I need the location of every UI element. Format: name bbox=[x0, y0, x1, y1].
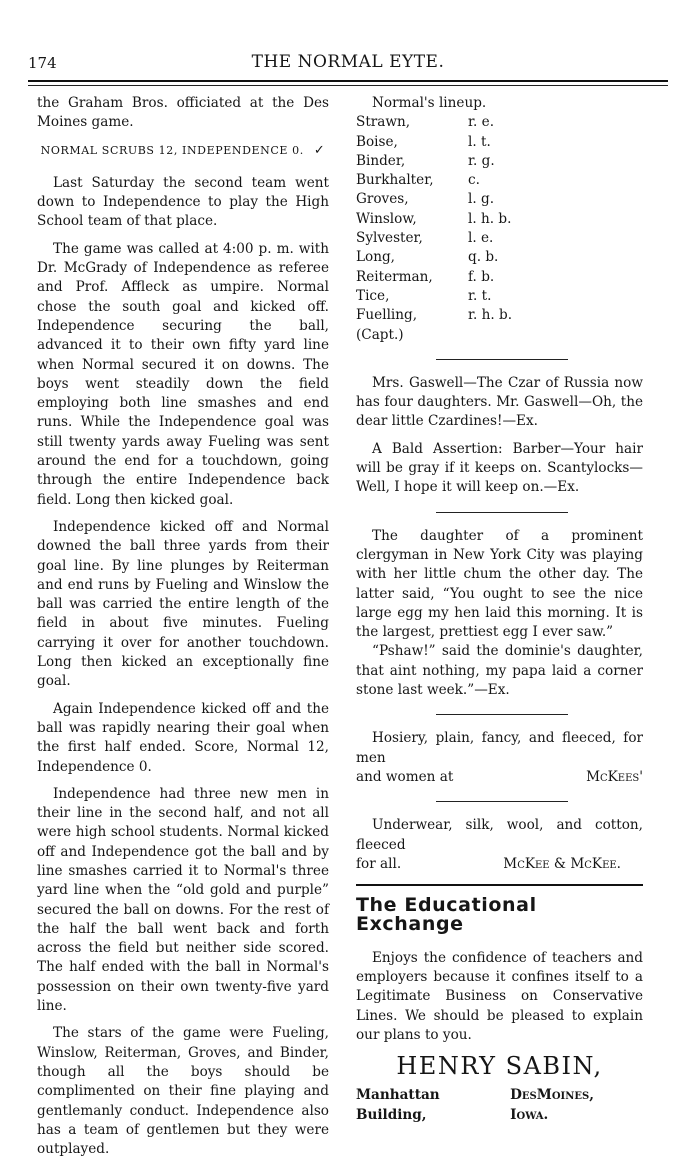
page-header bbox=[28, 52, 668, 72]
article-subhead bbox=[37, 141, 329, 160]
exchange-title: The Educational Exchange bbox=[356, 894, 537, 936]
section-divider bbox=[436, 512, 568, 513]
ad-signature: McKee & McKee. bbox=[503, 855, 621, 872]
article-paragraph: Again Independence kicked off and the ball was rapidly nearing their goal when the first half ended. Score, Normal 12, Independence 0. bbox=[37, 700, 329, 775]
lineup-player: Boise, bbox=[356, 133, 398, 150]
lineup-player: Sylvester, bbox=[356, 230, 423, 247]
lineup-player: Strawn, bbox=[356, 114, 411, 131]
check-mark-icon: ✓ bbox=[313, 142, 326, 158]
lineup-player: Binder, bbox=[356, 152, 406, 169]
article-paragraph: The stars of the game were Fueling, Winslow, Reiterman, Groves, and Binder, though all the boys should be complimented on their fine playing and gentlemanly conduct. Independence also has a team of gentlemen but they were outplayed. bbox=[37, 1025, 329, 1158]
address-city: DesMoines, Iowa. bbox=[510, 1087, 594, 1123]
header-rule-thick bbox=[28, 80, 668, 82]
lineup-position: r. e. bbox=[468, 114, 495, 131]
story-paragraph: The daughter of a prominent clergyman in New York City was playing with her little chum the other day. The latter said, “You ought to see the nice large egg my hen laid this morning. It is the largest, prettiest egg I ever saw.” bbox=[356, 527, 643, 641]
lineup-player: Groves, bbox=[356, 191, 409, 208]
ad-text: and women at bbox=[356, 768, 454, 785]
lineup-position: l. t. bbox=[468, 133, 491, 150]
advertiser-address bbox=[356, 1086, 643, 1125]
ad-text: for all. bbox=[356, 855, 402, 872]
ad-hosiery-lead: Hosiery, plain, fancy, and fleeced, for men bbox=[356, 730, 643, 766]
left-column bbox=[37, 94, 329, 1167]
address-building: Manhattan Building, bbox=[356, 1087, 440, 1123]
lineup-position: c. bbox=[468, 172, 480, 189]
lineup-position: l. e. bbox=[468, 230, 494, 247]
lineup-position: r. h. b. bbox=[468, 307, 513, 324]
lineup-player: Tice, bbox=[356, 287, 390, 304]
advertiser-name: HENRY SABIN, bbox=[396, 1052, 603, 1081]
ad-underwear-tail bbox=[356, 855, 643, 874]
running-title: THE NORMAL EYTE. bbox=[251, 52, 445, 72]
lineup-player: Reiterman, bbox=[356, 268, 433, 285]
story-paragraph: “Pshaw!” said the dominie's daughter, that aint nothing, my papa laid a corner stone last week.”—Ex. bbox=[356, 643, 643, 699]
section-divider bbox=[436, 801, 568, 802]
joke-paragraph: Mrs. Gaswell—The Czar of Russia now has four daughters. Mr. Gaswell—Oh, the dear little Czardines!—Ex. bbox=[356, 374, 643, 430]
ad-underwear-lead: Underwear, silk, wool, and cotton, fleeced bbox=[356, 817, 643, 853]
lineup-position: r. g. bbox=[468, 152, 495, 169]
lineup-player: Long, bbox=[356, 249, 395, 266]
ad-section-rule bbox=[356, 884, 643, 886]
article-paragraph: Independence kicked off and Normal downed the ball three yards from their goal line. By line plunges by Reiterman and end runs by Fueling and Winslow the ball was carried the entire length of the field in about five minutes. Fueling carrying it over for another touchdown. Long then kicked an exceptionally fine goal. bbox=[37, 518, 329, 690]
lineup-position: r. t. bbox=[468, 287, 492, 304]
exchange-body: Enjoys the confidence of teachers and employers because it confines itself to a Legitimate Business on Conservative Lines. We should be pleased to explain our plans to you. bbox=[356, 949, 643, 1043]
continuation-text: the Graham Bros. officiated at the Des Moines game. bbox=[37, 95, 329, 131]
right-column bbox=[356, 94, 643, 1125]
page-number: 174 bbox=[28, 54, 57, 72]
section-divider bbox=[436, 359, 568, 360]
lineup-list bbox=[356, 113, 643, 345]
header-rule-thin bbox=[28, 85, 668, 86]
article-paragraph: The game was called at 4:00 p. m. with Dr. McGrady of Independence as referee and Prof. Affleck as umpire. Normal chose the south goal and kicked off. Independence securing the ball, advanced it to their own fifty yard line when Normal secured it on downs. The boys went steadily down the field employing both line smashes and end runs. While the Independence goal was still twenty yards away Fueling was sent around the end for a touchdown, going through the entire Independence back field. Long then kicked goal. bbox=[37, 240, 329, 508]
article-paragraph: Independence had three new men in their line in the second half, and not all were high school students. Normal kicked off and Independence got the ball and by line smashes carried it to Normal's three yard line when the “old gold and purple” secured the ball on downs. For the rest of the half the ball went back and forth across the field but neither side scored. The half ended with the ball in Normal's possession on their own twenty-five yard line. bbox=[37, 785, 329, 1015]
lineup-position: l. g. bbox=[468, 191, 495, 208]
ad-hosiery-tail bbox=[356, 768, 643, 787]
lineup-position: q. b. bbox=[468, 249, 499, 266]
subhead-text: NORMAL SCRUBS 12, INDEPENDENCE 0. bbox=[40, 143, 304, 157]
article-paragraph: Last Saturday the second team went down to Independence to play the High School team of that place. bbox=[37, 174, 329, 230]
lineup-player: Burkhalter, bbox=[356, 172, 434, 189]
ad-signature: McKees' bbox=[586, 768, 643, 785]
lineup-player: Fuelling, (Capt.) bbox=[356, 307, 418, 343]
lineup-position: l. h. b. bbox=[468, 210, 512, 227]
joke-paragraph: A Bald Assertion: Barber—Your hair will be gray if it keeps on. Scantylocks—Well, I hope it will keep on.—Ex. bbox=[356, 440, 643, 496]
lineup-position: f. b. bbox=[468, 268, 495, 285]
lineup-player: Winslow, bbox=[356, 210, 417, 227]
section-divider bbox=[436, 714, 568, 715]
lineup-title: Normal's lineup. bbox=[372, 95, 487, 111]
